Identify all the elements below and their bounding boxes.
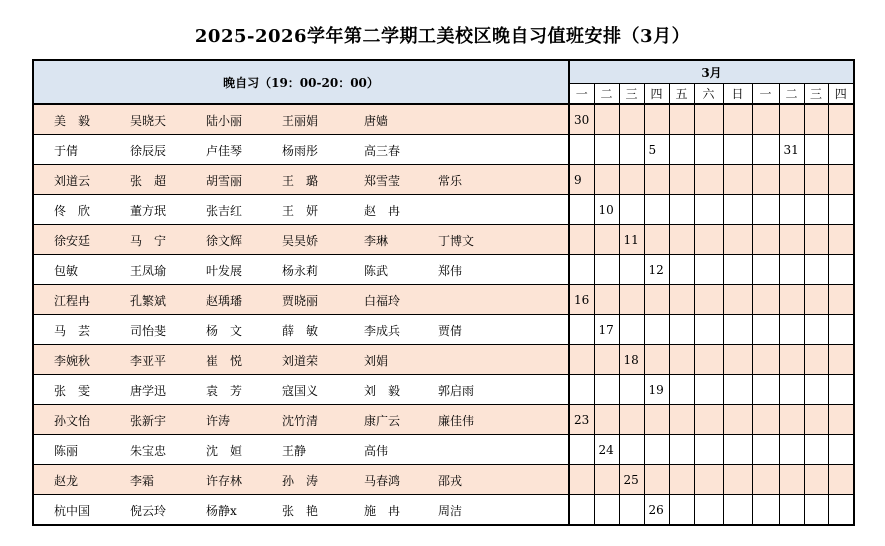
schedule-row (33, 195, 854, 225)
day-cell (779, 465, 804, 495)
day-cell (828, 315, 854, 345)
day-cell (779, 375, 804, 405)
day-cell (752, 315, 779, 345)
day-cell (569, 255, 594, 285)
staff-name: 刘 毅 (364, 384, 401, 398)
staff-names-cell (33, 285, 569, 315)
staff-name: 贾晓丽 (282, 294, 319, 308)
day-cell (694, 435, 723, 465)
day-cell (804, 255, 828, 285)
day-cell (804, 195, 828, 225)
day-cell (804, 465, 828, 495)
schedule-row (33, 495, 854, 526)
staff-name: 吴昊娇 (282, 234, 319, 248)
schedule-row (33, 315, 854, 345)
staff-name: 邵戎 (438, 474, 463, 488)
staff-name: 马 宁 (130, 234, 167, 248)
day-cell (594, 255, 619, 285)
staff-name: 马 芸 (54, 324, 91, 338)
day-cell (694, 165, 723, 195)
staff-names-cell (33, 465, 569, 495)
day-cell (779, 435, 804, 465)
day-cell (594, 165, 619, 195)
day-cell (752, 375, 779, 405)
staff-name: 司怡斐 (130, 324, 167, 338)
day-cell (569, 375, 594, 405)
schedule-frame (32, 59, 852, 526)
day-cell (569, 435, 594, 465)
day-cell: 10 (594, 195, 619, 225)
staff-name: 张新宇 (130, 414, 167, 428)
staff-name: 孔繁斌 (130, 294, 167, 308)
day-cell (723, 465, 752, 495)
staff-name: 周洁 (438, 504, 463, 518)
day-cell (804, 435, 828, 465)
day-cell (669, 495, 694, 526)
day-cell (694, 135, 723, 165)
day-cell: 9 (569, 165, 594, 195)
day-cell (594, 495, 619, 526)
day-cell (752, 465, 779, 495)
staff-name: 李琳 (364, 234, 389, 248)
day-cell (779, 495, 804, 526)
day-cell (694, 375, 723, 405)
day-cell (619, 375, 644, 405)
day-cell (694, 495, 723, 526)
weekday-header: 五 (669, 84, 694, 105)
staff-name: 施 冉 (364, 504, 401, 518)
staff-name: 陈丽 (54, 444, 79, 458)
staff-name: 徐辰辰 (130, 144, 167, 158)
day-cell (804, 225, 828, 255)
day-cell: 23 (569, 405, 594, 435)
day-cell (752, 135, 779, 165)
staff-name: 叶发展 (206, 264, 243, 278)
day-cell (723, 495, 752, 526)
schedule-row (33, 465, 854, 495)
staff-names-cell (33, 405, 569, 435)
page-title: 2025-2026学年第二学期工美校区晚自习值班安排（3月） (194, 26, 691, 47)
day-cell (804, 375, 828, 405)
day-cell (619, 135, 644, 165)
day-cell (804, 135, 828, 165)
staff-name: 佟 欣 (54, 204, 91, 218)
day-cell (569, 195, 594, 225)
day-cell (828, 104, 854, 135)
schedule-row (33, 104, 854, 135)
day-cell (694, 345, 723, 375)
day-cell (828, 345, 854, 375)
day-cell (669, 225, 694, 255)
day-cell (779, 285, 804, 315)
day-cell (594, 225, 619, 255)
day-cell (828, 165, 854, 195)
day-cell (594, 465, 619, 495)
day-cell (779, 345, 804, 375)
schedule-row (33, 435, 854, 465)
day-cell: 5 (644, 135, 669, 165)
day-cell (779, 165, 804, 195)
day-cell (752, 225, 779, 255)
day-cell (669, 285, 694, 315)
day-cell (569, 315, 594, 345)
staff-name: 徐安廷 (54, 234, 91, 248)
day-cell (644, 165, 669, 195)
staff-name: 孙 涛 (282, 474, 319, 488)
day-cell (569, 345, 594, 375)
day-cell (694, 315, 723, 345)
staff-names-cell (33, 135, 569, 165)
staff-name: 刘娟 (364, 354, 389, 368)
day-cell (828, 375, 854, 405)
staff-name: 崔 悦 (206, 354, 243, 368)
day-cell (828, 225, 854, 255)
day-cell (804, 315, 828, 345)
day-cell (644, 285, 669, 315)
day-cell (644, 225, 669, 255)
staff-names-cell (33, 375, 569, 405)
day-cell: 30 (569, 104, 594, 135)
staff-names-cell (33, 345, 569, 375)
schedule-row (33, 255, 854, 285)
day-cell (694, 465, 723, 495)
day-cell (828, 435, 854, 465)
day-cell (644, 405, 669, 435)
staff-name: 陈武 (364, 264, 389, 278)
day-cell (779, 195, 804, 225)
day-cell (752, 165, 779, 195)
day-cell: 17 (594, 315, 619, 345)
day-cell (779, 225, 804, 255)
staff-name: 王 璐 (282, 174, 319, 188)
day-cell (804, 165, 828, 195)
day-cell (723, 195, 752, 225)
schedule-row (33, 345, 854, 375)
day-cell (694, 285, 723, 315)
staff-name: 高伟 (364, 444, 389, 458)
day-cell (694, 405, 723, 435)
staff-name: 杨静x (206, 504, 237, 518)
day-cell (594, 375, 619, 405)
day-cell (644, 465, 669, 495)
staff-names-cell (33, 165, 569, 195)
staff-name: 赵瑀璠 (206, 294, 243, 308)
day-cell (828, 255, 854, 285)
staff-names-cell (33, 315, 569, 345)
staff-name: 倪云玲 (130, 504, 167, 518)
staff-name: 沈竹清 (282, 414, 319, 428)
day-cell (828, 405, 854, 435)
staff-name: 徐文辉 (206, 234, 243, 248)
day-cell (669, 315, 694, 345)
day-cell (694, 104, 723, 135)
day-cell (594, 285, 619, 315)
day-cell (694, 225, 723, 255)
day-cell (804, 405, 828, 435)
staff-name: 李成兵 (364, 324, 401, 338)
day-cell (669, 345, 694, 375)
schedule-row (33, 405, 854, 435)
day-cell (669, 435, 694, 465)
weekday-header: 一 (569, 84, 594, 105)
day-cell (828, 465, 854, 495)
staff-name: 寇国义 (282, 384, 319, 398)
staff-name: 常乐 (438, 174, 463, 188)
day-cell: 11 (619, 225, 644, 255)
day-cell (669, 104, 694, 135)
day-cell: 19 (644, 375, 669, 405)
schedule-row (33, 225, 854, 255)
day-cell (723, 104, 752, 135)
day-cell (594, 345, 619, 375)
day-cell (594, 104, 619, 135)
staff-name: 张 艳 (282, 504, 319, 518)
staff-name: 袁 芳 (206, 384, 243, 398)
staff-name: 廉佳伟 (438, 414, 475, 428)
staff-name: 张 超 (130, 174, 167, 188)
staff-name: 赵 冉 (364, 204, 401, 218)
day-cell (804, 495, 828, 526)
day-cell (752, 405, 779, 435)
weekday-header: 二 (779, 84, 804, 105)
staff-name: 沈 姮 (206, 444, 243, 458)
day-cell (619, 495, 644, 526)
staff-name: 杨永莉 (282, 264, 319, 278)
staff-name: 王凤瑜 (130, 264, 167, 278)
staff-name: 孙文怡 (54, 414, 91, 428)
day-cell (644, 315, 669, 345)
staff-name: 丁博文 (438, 234, 475, 248)
day-cell (644, 345, 669, 375)
day-cell (752, 495, 779, 526)
day-cell (804, 285, 828, 315)
day-cell (752, 345, 779, 375)
day-cell (619, 435, 644, 465)
evening-study-header: 晚自习（19：00-20：00） (33, 60, 569, 104)
day-cell (779, 255, 804, 285)
day-cell (779, 405, 804, 435)
schedule-row (33, 135, 854, 165)
staff-name: 刘道荣 (282, 354, 319, 368)
day-cell (644, 104, 669, 135)
day-cell (828, 285, 854, 315)
day-cell (669, 135, 694, 165)
staff-name: 郑雪莹 (364, 174, 401, 188)
day-cell (669, 465, 694, 495)
staff-name: 卢佳琴 (206, 144, 243, 158)
schedule-row (33, 165, 854, 195)
day-cell (669, 165, 694, 195)
day-cell (619, 195, 644, 225)
staff-name: 董方珉 (130, 204, 167, 218)
day-cell (694, 195, 723, 225)
staff-name: 朱宝忠 (130, 444, 167, 458)
staff-name: 白福玲 (364, 294, 401, 308)
schedule-row (33, 375, 854, 405)
staff-name: 郑伟 (438, 264, 463, 278)
day-cell (723, 375, 752, 405)
staff-names-cell (33, 435, 569, 465)
weekday-header: 三 (619, 84, 644, 105)
staff-name: 张吉红 (206, 204, 243, 218)
day-cell (723, 405, 752, 435)
day-cell (669, 405, 694, 435)
day-cell: 26 (644, 495, 669, 526)
day-cell (594, 135, 619, 165)
staff-name: 陆小丽 (206, 114, 243, 128)
staff-name: 于倩 (54, 144, 79, 158)
staff-name: 郭启雨 (438, 384, 475, 398)
day-cell (723, 285, 752, 315)
staff-names-cell (33, 195, 569, 225)
staff-name: 李婉秋 (54, 354, 91, 368)
day-cell (723, 435, 752, 465)
day-cell (804, 104, 828, 135)
staff-name: 包敏 (54, 264, 79, 278)
staff-name: 唐嫱 (364, 114, 389, 128)
day-cell (723, 225, 752, 255)
day-cell (569, 465, 594, 495)
staff-name: 唐学迅 (130, 384, 167, 398)
staff-name: 李霜 (130, 474, 155, 488)
day-cell: 25 (619, 465, 644, 495)
day-cell: 18 (619, 345, 644, 375)
staff-name: 王静 (282, 444, 307, 458)
day-cell (619, 405, 644, 435)
staff-name: 薛 敏 (282, 324, 319, 338)
day-cell (723, 135, 752, 165)
staff-name: 胡雪丽 (206, 174, 243, 188)
staff-name: 贾倩 (438, 324, 463, 338)
day-cell (669, 195, 694, 225)
day-cell (828, 135, 854, 165)
weekday-header: 四 (644, 84, 669, 105)
day-cell (752, 195, 779, 225)
staff-name: 杨雨彤 (282, 144, 319, 158)
day-cell (569, 135, 594, 165)
day-cell (669, 375, 694, 405)
day-cell (828, 195, 854, 225)
staff-name: 张 雯 (54, 384, 91, 398)
day-cell (723, 255, 752, 285)
staff-name: 赵龙 (54, 474, 79, 488)
day-cell (752, 104, 779, 135)
staff-name: 高三春 (364, 144, 401, 158)
staff-name: 康广云 (364, 414, 401, 428)
weekday-header: 六 (694, 84, 723, 105)
day-cell (644, 435, 669, 465)
staff-names-cell (33, 225, 569, 255)
staff-name: 许存林 (206, 474, 243, 488)
day-cell (594, 405, 619, 435)
staff-name: 美 毅 (54, 114, 91, 128)
day-cell (669, 255, 694, 285)
day-cell (723, 345, 752, 375)
weekday-header: 一 (752, 84, 779, 105)
day-cell (569, 225, 594, 255)
day-cell (779, 315, 804, 345)
weekday-header: 四 (828, 84, 854, 105)
day-cell (723, 165, 752, 195)
day-cell (694, 255, 723, 285)
day-cell (619, 315, 644, 345)
weekday-header: 三 (804, 84, 828, 105)
day-cell (804, 345, 828, 375)
day-cell (644, 195, 669, 225)
day-cell (828, 495, 854, 526)
staff-name: 刘道云 (54, 174, 91, 188)
staff-name: 许涛 (206, 414, 231, 428)
month-header: 3月 (569, 60, 854, 84)
staff-names-cell (33, 104, 569, 135)
staff-name: 吴晓天 (130, 114, 167, 128)
day-cell (779, 104, 804, 135)
day-cell (723, 315, 752, 345)
day-cell (569, 495, 594, 526)
day-cell: 31 (779, 135, 804, 165)
staff-name: 杭中国 (54, 504, 91, 518)
staff-name: 王丽娟 (282, 114, 319, 128)
staff-name: 李亚平 (130, 354, 167, 368)
day-cell (752, 285, 779, 315)
day-cell: 12 (644, 255, 669, 285)
staff-name: 杨 文 (206, 324, 243, 338)
weekday-header: 二 (594, 84, 619, 105)
day-cell (619, 285, 644, 315)
day-cell (752, 255, 779, 285)
staff-name: 王 妍 (282, 204, 319, 218)
staff-names-cell (33, 495, 569, 526)
schedule-row (33, 285, 854, 315)
day-cell (619, 104, 644, 135)
day-cell: 24 (594, 435, 619, 465)
day-cell (619, 165, 644, 195)
staff-name: 马春鸿 (364, 474, 401, 488)
staff-names-cell (33, 255, 569, 285)
weekday-header: 日 (723, 84, 752, 105)
duty-schedule-table (32, 59, 855, 526)
staff-name: 江程冉 (54, 294, 91, 308)
day-cell (752, 435, 779, 465)
day-cell (619, 255, 644, 285)
day-cell: 16 (569, 285, 594, 315)
